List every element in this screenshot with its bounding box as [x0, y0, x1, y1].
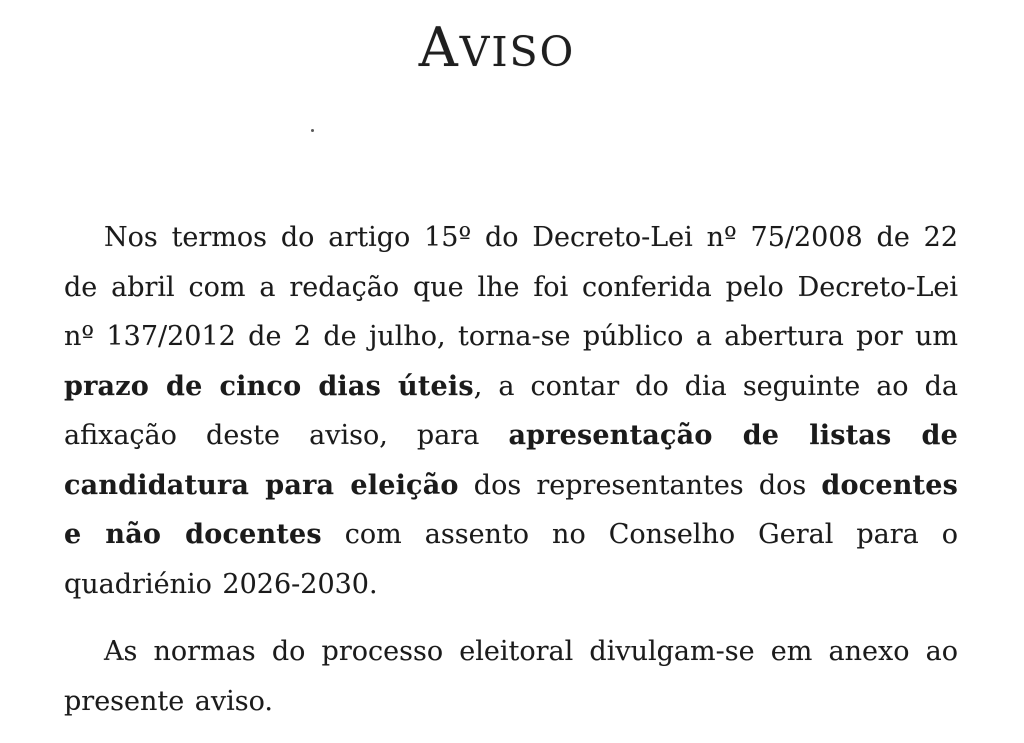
paragraph-legal-notice [64, 213, 958, 609]
document-title-initial: A [418, 16, 460, 79]
document-title [50, 18, 944, 85]
paragraph-1-bold-docentes: docentes e não docentes [64, 469, 959, 550]
document-body [64, 213, 958, 726]
paragraph-1-bold-deadline: prazo de cinco dias úteis [64, 370, 474, 402]
document-title-rest: VISO [459, 28, 576, 76]
paragraph-1-segment-1: Nos termos do artigo 15º do Decreto-Lei nº 75/2008 de 22 de abril com a redação que lhe foi conferida pelo Decreto-Lei nº 137/2012 de 2 de julho, torna-se público a abertura por um [64, 222, 958, 352]
scan-artifact-dot [311, 129, 314, 132]
paragraph-1-segment-3: , a contar do dia seguinte ao da afixação deste aviso, para [64, 370, 958, 451]
paragraph-1-segment-7: com assento no Conselho Geral para o quadriénio 2026-2030. [64, 519, 958, 600]
paragraph-1-bold-candidacy: apresentação de listas de candidatura para eleição [64, 420, 958, 501]
paragraph-1-segment-5: dos representantes dos [458, 469, 822, 501]
paragraph-annex-note: As normas do processo eleitoral divulgam-se em anexo ao presente aviso. [64, 636, 958, 717]
